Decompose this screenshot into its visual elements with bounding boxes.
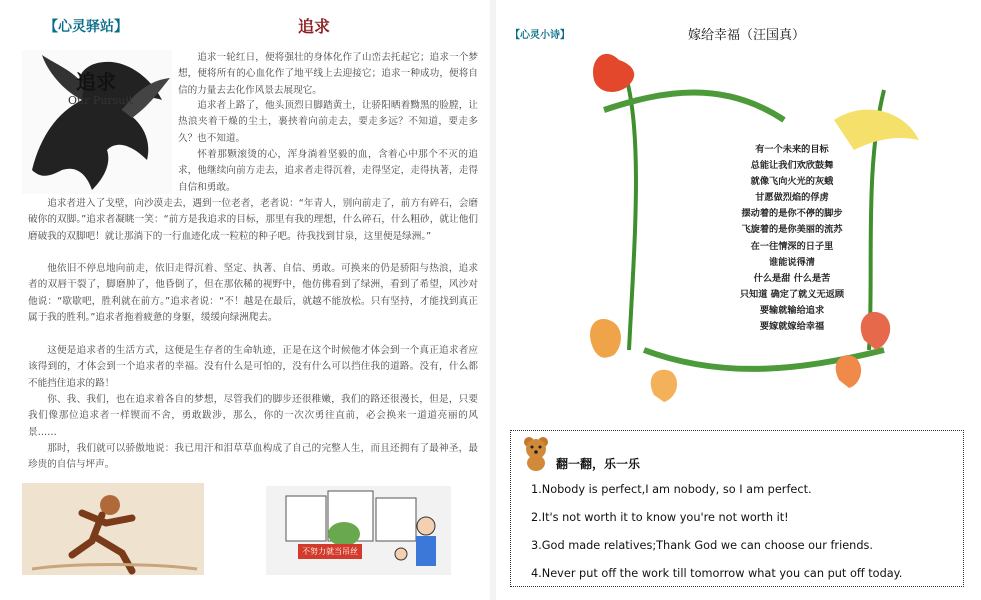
article-title: 追求 [298,17,331,36]
paragraph-5: 他依旧不停息地向前走，依旧走得沉着、坚定、执著、自信、勇敢。可换来的仍是骄阳与热浪，追求者的双唇干裂了，脚磨肿了，他昏倒了，但在那依稀的视野中，他仿佛看到了绿洲，看到了希望，风沙对他说：“歇歇吧，胜利就在前方。”追求者说：“不！越是在最后，就越不能放松。只有坚持，才能找到真正属于我的胜利。”追求者拖着疲惫的身躯，缓缓向绿洲爬去。 [28,263,478,323]
image-subtitle: Our Pursuit [68,94,134,107]
poem-line: 有一个未来的目标 [755,144,829,155]
poem-line: 甘愿做烈焰的俘虏 [755,192,829,204]
section-tag-heart-station: 【心灵驿站】 [44,19,128,35]
cartoon-sign: 不努力就当吊丝 [298,544,362,559]
teddy-bear-icon [521,435,551,471]
poem-line: 在一往情深的日子里 [750,240,834,252]
paragraph-4: 追求者进入了戈壁，向沙漠走去，遇到一位老者，老者说：“年青人，别向前走了，前方有碎石，会磨破你的双脚。”追求者凝眺一笑：“前方是我追求的目标，那里有我的理想，什么碎石，什么粗砂，就让他们磨破我的双脚吧！就让那淌下的一行血迹化成一粒粒的种子吧。待我找到甘泉，这里便是绿洲。” [28,198,478,242]
poem-line: 谁能说得清 [769,256,815,268]
poem-body [692,142,892,335]
poem-title: 嫁给幸福（汪国真） [688,28,806,43]
paragraph-7: 你、我、我们，也在追求着各自的梦想，尽管我们的脚步还很稚嫩，我们的路还很漫长，但是，只要我们像那位追求者一样锲而不舍，勇敢跋涉，那么，你的一次次勇往直前，必会换来一道道亮丽的风景…… [28,394,478,438]
poem-line: 摆动着的是你不停的脚步 [741,208,843,220]
poem-line: 要输就输给追求 [759,304,825,316]
poem-line: 总能让我们欢欣鼓舞 [750,160,834,172]
image-title: 追求 [76,70,116,94]
pegasus-illustration [22,50,172,194]
paragraph-8: 那时，我们就可以骄傲地说：我已用汗和泪草草血构成了自己的完整人生，而且还拥有了最神圣，最珍贵的自信与坪声。 [28,443,478,471]
paragraph-3: 怀着那颗滚烫的心，浑身淌着坚毅的血，含着心中那个不灭的追求，他继续向前方走去，追求者走得沉着，走得坚定，走得执著，走得自信和勇敢。 [178,149,478,193]
poem-line: 要嫁就嫁给幸福 [759,321,825,333]
paragraph-1: 追求一轮红日，便将强壮的身体化作了山峦去托起它；追求一个梦想，便将所有的心血化作了地平线上去迎接它；追求一种成功，便将自信的力量去去化作风景去展现它。 [178,52,478,96]
jokes-box [510,430,964,587]
poem-line: 只知道 确定了就义无返顾 [739,288,845,300]
poem-line: 就像飞向火光的灰蛾 [750,176,834,188]
paragraph-6: 这便是追求者的生活方式，这便是生存者的生命轨迹，正是在这个时候他才体会到一个真正追求者应该得到的，才体会到一个追求者的幸福。没有什么是可怕的，没有什么可以挡住我的道路。没有，什么都不能挡住追求的路！ [28,345,478,389]
joke-item-1: 1.Nobody is perfect,I am nobody, so I am perfect. [531,483,812,496]
joke-item-4: 4.Never put off the work till tomorrow what you can put off today. [531,567,903,580]
joke-item-2: 2.It's not worth it to know you're not worth it! [531,511,789,524]
poem-line: 飞旋着的是你美丽的流苏 [741,224,843,236]
section-tag-poem: 【心灵小诗】 [510,30,570,41]
right-page [496,0,981,600]
poem-line: 什么是甜 什么是苦 [753,272,831,284]
paragraph-2: 追求者上路了，他头顶烈日脚踏黄土，让骄阳晒着黝黑的脸膛，让热浪夹着干燥的尘土，裹挟着向前走去，要走多远？不知道，要走多久？也不知道。 [178,100,478,144]
joke-item-3: 3.God made relatives;Thank God we can choose our friends. [531,539,873,552]
study-cartoon [266,486,451,575]
jokes-title: 翻一翻，乐一乐 [556,457,641,471]
runner-illustration [22,483,204,575]
left-page [0,0,490,600]
